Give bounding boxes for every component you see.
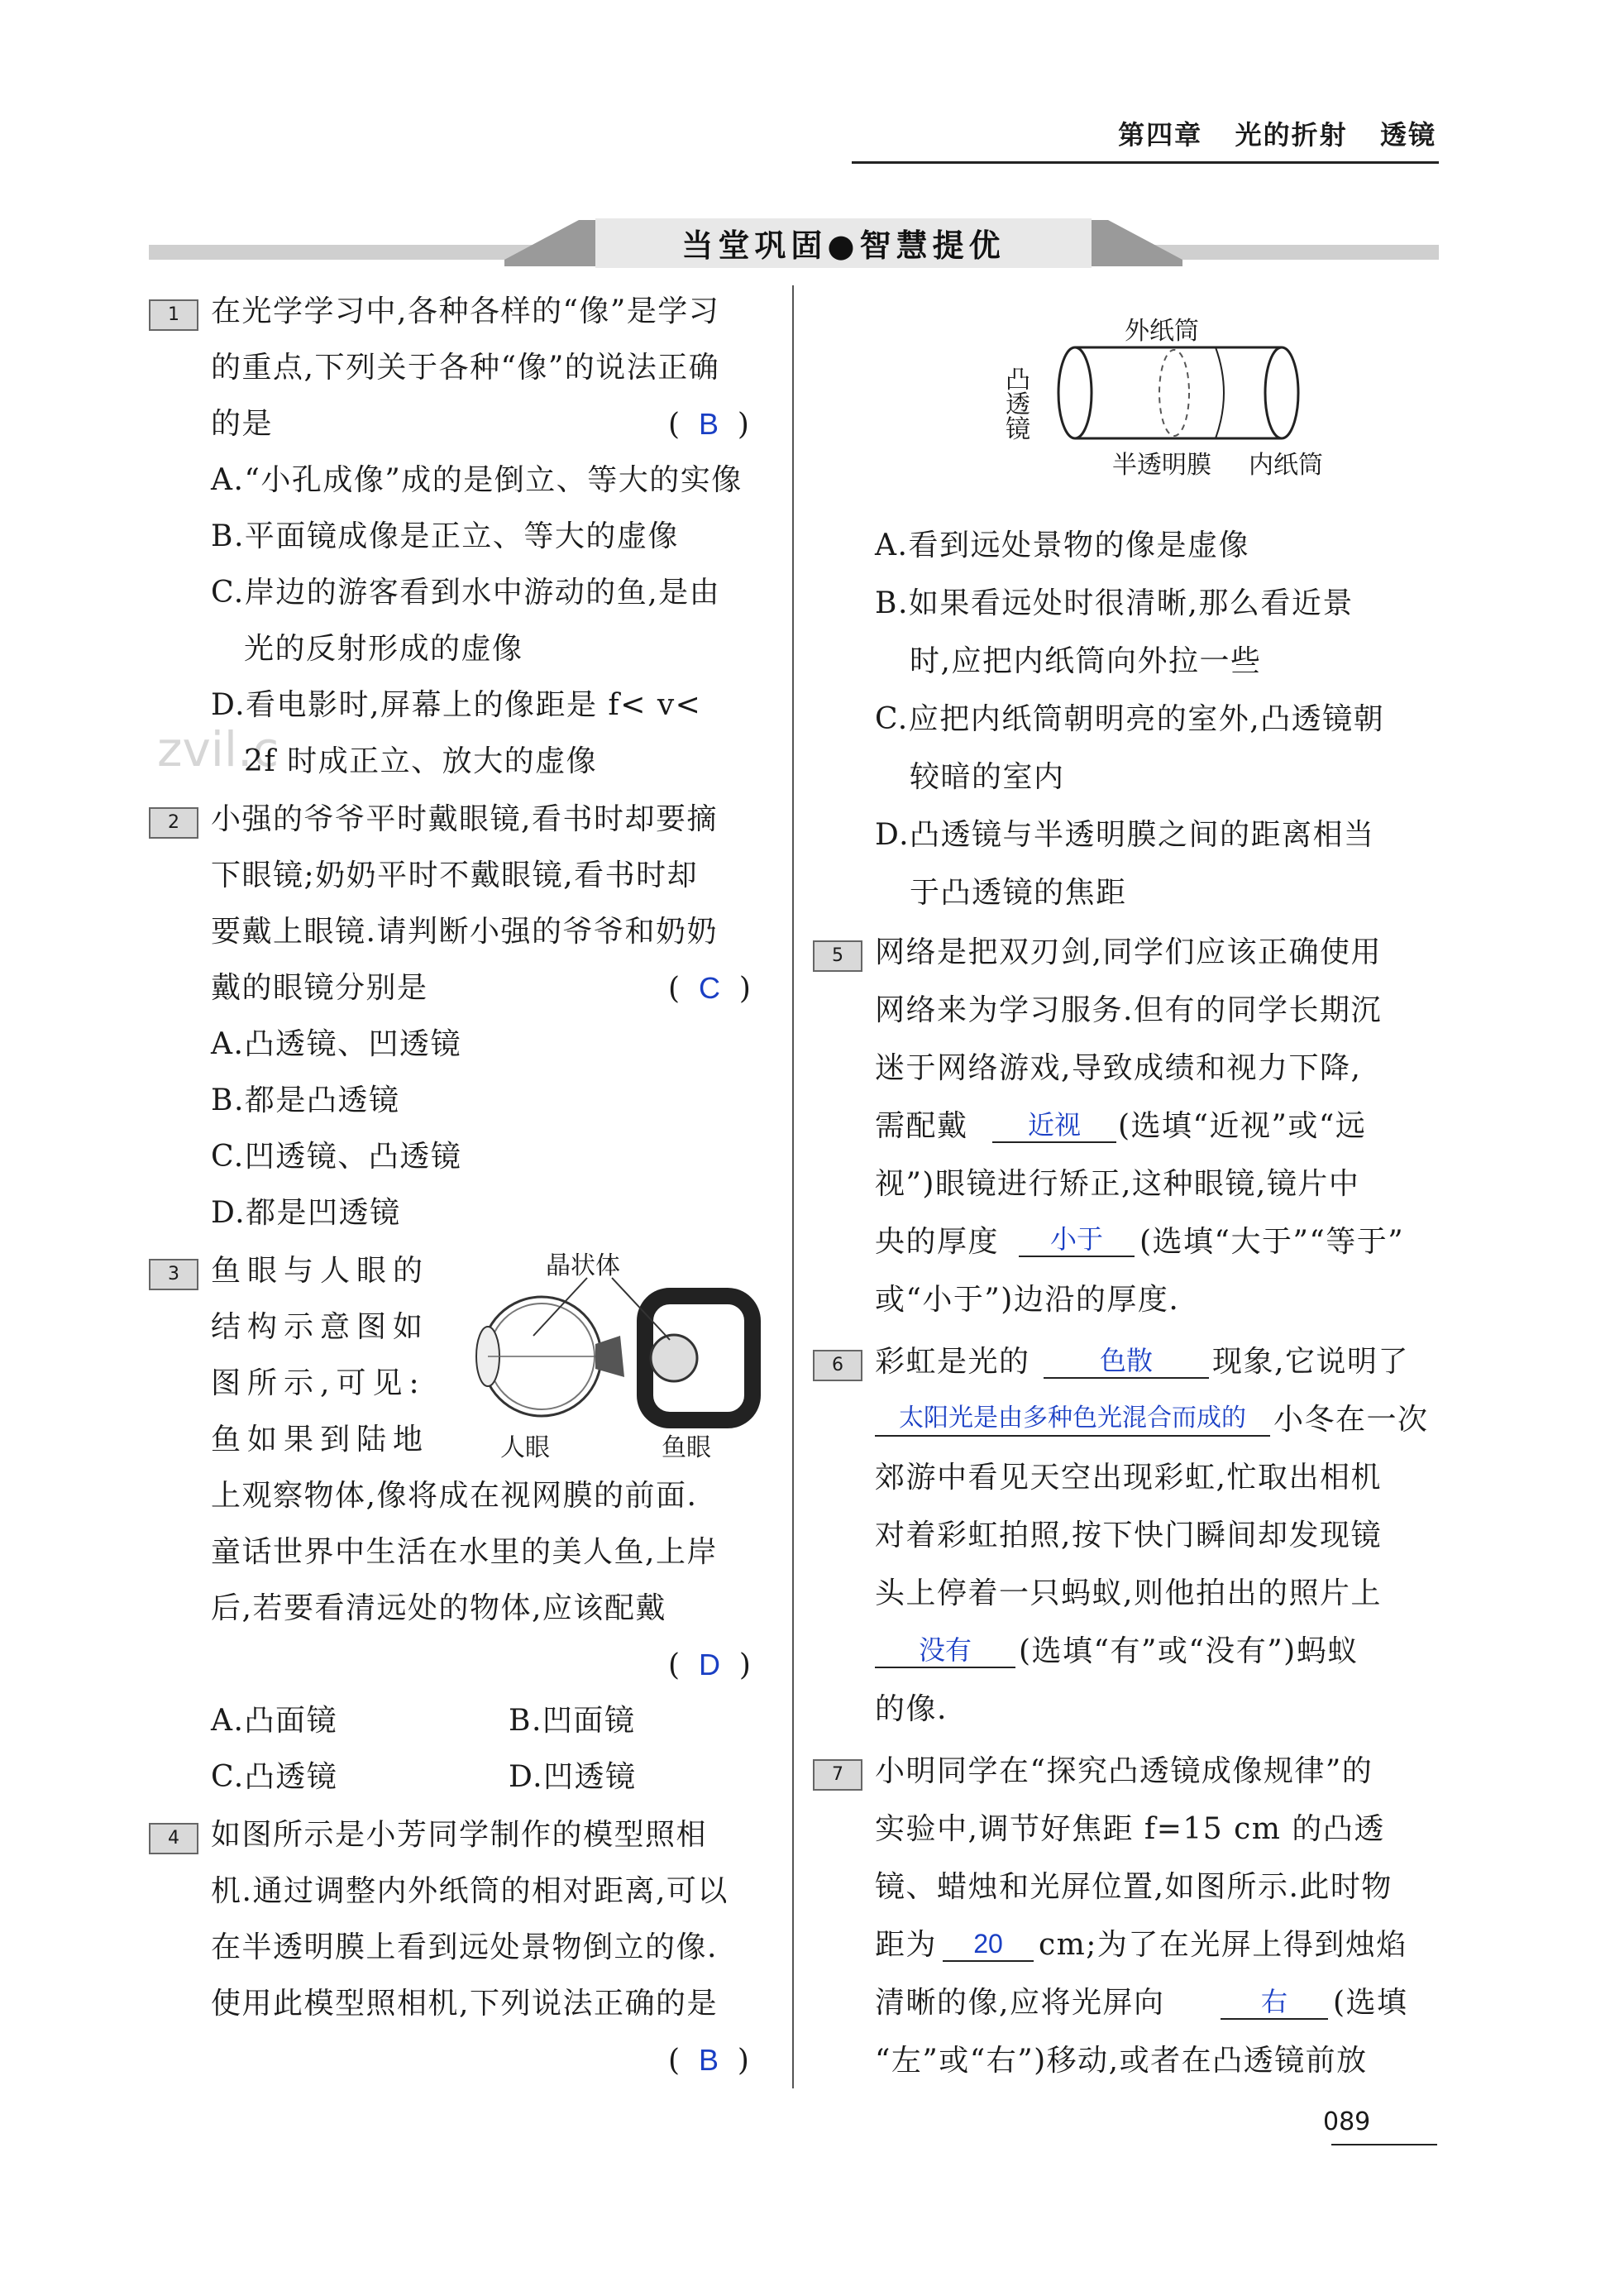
q6-line: 现象,它说明了 — [1212, 1345, 1409, 1379]
question-number-4: 4 — [149, 1823, 198, 1854]
camera-model-diagram — [1006, 310, 1356, 480]
q6-line: (选填“有”或“没有”)蚂蚁 — [1019, 1634, 1359, 1668]
q4-answer-paren: ( B ) — [668, 2043, 749, 2078]
q4-option: A.看到远处景物的像是虚像 — [875, 529, 1249, 562]
q4-stem-line: 机.通过调整内外纸筒的相对距离,可以 — [211, 1874, 729, 1908]
q2-answer-paren: ( C ) — [668, 971, 751, 1006]
q4-option: 于凸透镜的焦距 — [910, 876, 1127, 910]
q7-line: 清晰的像,应将光屏向 — [875, 1986, 1165, 2020]
section-banner — [149, 217, 1439, 268]
q1-option: 光的反射形成的虚像 — [244, 632, 523, 666]
question-number-2: 2 — [149, 807, 198, 839]
q1-option: 2f 时成正立、放大的虚像 — [244, 744, 598, 778]
q2-option: C.凹透镜、凸透镜 — [211, 1140, 462, 1174]
q6-blank-1: 色散 — [1044, 1344, 1209, 1379]
q4-answer: B — [698, 2043, 719, 2077]
q6-line: 的像. — [875, 1692, 948, 1726]
q5-line: 或“小于”)边沿的厚度. — [875, 1283, 1180, 1317]
q5-line: (选填“近视”或“远 — [1118, 1109, 1367, 1143]
q7-line: 实验中,调节好焦距 f=15 cm 的凸透 — [875, 1812, 1385, 1846]
q7-line: cm;为了在光屏上得到烛焰 — [1039, 1928, 1407, 1962]
q1-stem-line: 在光学学习中,各种各样的“像”是学习 — [211, 294, 720, 328]
q1-stem-line: 的是 — [211, 407, 274, 441]
q2-stem-line: 要戴上眼镜.请判断小强的爷爷和奶奶 — [211, 915, 718, 949]
q3-option: C.凸透镜 — [211, 1760, 338, 1794]
q3-stem-line: 鱼如果到陆地 — [211, 1423, 430, 1457]
q7-line: (选填 — [1333, 1986, 1408, 2020]
fish-eye-label: 鱼眼 — [662, 1433, 711, 1462]
q7-line: “左”或“右”)移动,或者在凸透镜前放 — [875, 2044, 1368, 2078]
q3-stem-line: 鱼眼与人眼的 — [211, 1254, 430, 1288]
q7-blank-2: 右 — [1221, 1985, 1328, 2020]
page-number: 089 — [1323, 2107, 1371, 2136]
page-number-rule — [1331, 2144, 1437, 2145]
q2-stem-line: 戴的眼镜分别是 — [211, 971, 428, 1005]
q5-line: 需配戴 — [875, 1109, 968, 1143]
q5-line: 网络是把双刃剑,同学们应该正确使用 — [875, 935, 1382, 969]
q7-line: 小明同学在“探究凸透镜成像规律”的 — [875, 1754, 1374, 1788]
q1-option: B.平面镜成像是正立、等大的虚像 — [211, 519, 679, 553]
question-number-1: 1 — [149, 299, 198, 331]
q5-line: 网络来为学习服务.但有的同学长期沉 — [875, 993, 1382, 1027]
chapter-header: 第四章 光的折射 透镜 — [1118, 119, 1436, 151]
q2-answer: C — [698, 971, 720, 1005]
q6-blank-3: 没有 — [875, 1634, 1015, 1668]
q3-option: D.凹透镜 — [509, 1760, 637, 1794]
q4-option: 较暗的室内 — [910, 760, 1065, 794]
q3-stem-line: 图所示,可见: — [211, 1366, 426, 1400]
q4-option: C.应把内纸筒朝明亮的室外,凸透镜朝 — [875, 702, 1385, 736]
q2-option: D.都是凹透镜 — [211, 1196, 401, 1230]
question-number-5: 5 — [813, 940, 862, 972]
q6-line: 头上停着一只蚂蚁,则他拍出的照片上 — [875, 1576, 1382, 1610]
outer-tube-label: 外纸筒 — [1125, 317, 1199, 346]
eye-diagram — [455, 1245, 769, 1468]
q4-option: 时,应把内纸筒向外拉一些 — [910, 644, 1262, 678]
q3-stem-line: 后,若要看清远处的物体,应该配戴 — [211, 1591, 666, 1625]
inner-tube-label: 内纸筒 — [1249, 451, 1323, 480]
q2-stem-line: 小强的爷爷平时戴眼镜,看书时却要摘 — [211, 802, 718, 836]
q1-stem-line: 的重点,下列关于各种“像”的说法正确 — [211, 351, 720, 385]
lens-label: 凸透镜 — [1006, 366, 1030, 444]
q6-line: 对着彩虹拍照,按下快门瞬间却发现镜 — [875, 1519, 1382, 1552]
q5-line: 视”)眼镜进行矫正,这种眼镜,镜片中 — [875, 1167, 1360, 1201]
q1-answer: B — [698, 407, 719, 441]
question-number-3: 3 — [149, 1259, 198, 1290]
header-rule — [852, 161, 1439, 164]
q2-stem-line: 下眼镜;奶奶平时不戴眼镜,看书时却 — [211, 859, 699, 892]
banner-title: 当堂巩固●智慧提优 — [681, 227, 1006, 264]
q1-option: D.看电影时,屏幕上的像距是 f< v< — [211, 688, 702, 722]
q4-stem-line: 使用此模型照相机,下列说法正确的是 — [211, 1987, 718, 2021]
q3-option: A.凸面镜 — [211, 1704, 337, 1738]
watermark: zvil.c — [157, 721, 279, 777]
q4-option: D.凸透镜与半透明膜之间的距离相当 — [875, 818, 1375, 852]
q3-answer-paren: ( D ) — [668, 1648, 751, 1682]
q7-line: 距为 — [875, 1928, 938, 1962]
q7-blank-1: 20 — [943, 1927, 1034, 1962]
q3-answer: D — [698, 1648, 720, 1681]
q2-option: B.都是凸透镜 — [211, 1083, 400, 1117]
q1-option: A.“小孔成像”成的是倒立、等大的实像 — [211, 463, 743, 497]
question-number-7: 7 — [813, 1759, 862, 1791]
q2-option: A.凸透镜、凹透镜 — [211, 1027, 461, 1061]
q6-line: 郊游中看见天空出现彩虹,忙取出相机 — [875, 1461, 1382, 1495]
q1-option: C.岸边的游客看到水中游动的鱼,是由 — [211, 576, 721, 610]
q6-line: 小冬在一次 — [1273, 1403, 1429, 1437]
q5-line: (选填“大于”“等于” — [1139, 1225, 1405, 1259]
q5-blank-2: 小于 — [1019, 1222, 1135, 1257]
q7-line: 镜、蜡烛和光屏位置,如图所示.此时物 — [875, 1870, 1393, 1904]
q3-stem-line: 上观察物体,像将成在视网膜的前面. — [211, 1479, 698, 1513]
q4-stem-line: 如图所示是小芳同学制作的模型照相 — [211, 1818, 708, 1852]
q6-line: 彩虹是光的 — [875, 1345, 1030, 1379]
q3-option: B.凹面镜 — [509, 1704, 636, 1738]
question-number-6: 6 — [813, 1350, 862, 1381]
q5-line: 央的厚度 — [875, 1225, 1000, 1259]
q5-blank-1: 近视 — [992, 1108, 1116, 1143]
q4-stem-line: 在半透明膜上看到远处景物倒立的像. — [211, 1930, 718, 1964]
human-eye-label: 人眼 — [500, 1433, 550, 1462]
q3-stem-line: 结构示意图如 — [211, 1310, 430, 1344]
q1-answer-paren: ( B ) — [668, 407, 749, 442]
column-divider — [792, 285, 794, 2088]
q6-blank-2: 太阳光是由多种色光混合而成的 — [875, 1402, 1270, 1437]
q3-stem-line: 童话世界中生活在水里的美人鱼,上岸 — [211, 1535, 718, 1569]
q4-option: B.如果看远处时很清晰,那么看近景 — [875, 586, 1354, 620]
q5-line: 迷于网络游戏,导致成绩和视力下降, — [875, 1051, 1362, 1085]
crystal-label: 晶状体 — [546, 1251, 620, 1280]
membrane-label: 半透明膜 — [1112, 451, 1211, 480]
